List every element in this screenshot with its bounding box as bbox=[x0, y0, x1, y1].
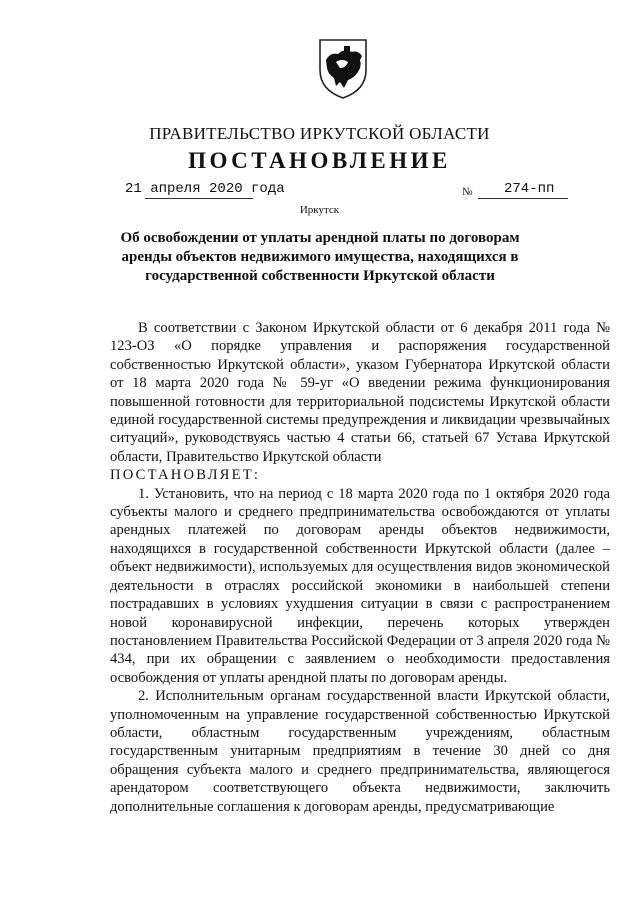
document-body bbox=[110, 319, 610, 816]
number-sign: № bbox=[462, 186, 473, 198]
document-number: 274-пп bbox=[504, 181, 555, 197]
date-underline bbox=[145, 198, 253, 199]
document-date: 21 апреля 2020 года bbox=[125, 181, 285, 197]
coat-of-arms-icon bbox=[318, 38, 368, 100]
item-2-paragraph: 2. Исполнительным органам государственной власти Иркутской области, уполномоченным на управление государственной собственностью Иркутской области, областным государственным учреждениям, областным государственным унитарным предприятиям в течение 30 дней со дня обращения субъекта малого и среднего предпринимательства, являющегося арендатором соответствующего объекта недвижимости, заключить дополнительные соглашения к договорам аренды, предусматривающие bbox=[110, 688, 610, 815]
government-name: ПРАВИТЕЛЬСТВО ИРКУТСКОЙ ОБЛАСТИ bbox=[149, 124, 490, 143]
document-type: ПОСТАНОВЛЕНИЕ bbox=[188, 148, 451, 173]
decree-word: ПОСТАНОВЛЯЕТ: bbox=[110, 467, 261, 484]
item-1-paragraph: 1. Установить, что на период с 18 марта 2020 года по 1 октября 2020 года субъекты малого и среднего предпринимательства освобождаются от уплаты арендных платежей по договорам аренды объектов недвижимости, находящихся в государственной собственности Иркутской области (далее – объект недвижимости), используемых для осуществления видов экономической деятельности в отраслях российской экономики в наибольшей степени пострадавших в условиях ухудшения ситуации в связи с распространением новой коронавирусной инфекции, перечень которых утвержден постановлением Правительства Российской Федерации от 3 апреля 2020 года № 434, при их обращении с заявлением о необходимости предоставления освобождения от уплаты арендной платы по договорам аренды. bbox=[110, 485, 610, 686]
city-name: Иркутск bbox=[299, 204, 340, 216]
preamble-paragraph: В соответствии с Законом Иркутской области от 6 декабря 2011 года № 123-ОЗ «О порядке управления и распоряжения государственной собственностью Иркутской области», указом Губернатора Иркутской области от 18 марта 2020 года № 59-уг «О введении режима функционирования повышенной готовности для территориальной подсистемы Иркутской области единой государственной системы предупреждения и ликвидации чрезвычайных ситуаций», руководствуясь частью 4 статьи 66, статьей 67 Устава Иркутской области, Правительство Иркутской области bbox=[110, 320, 610, 465]
number-underline bbox=[478, 198, 568, 199]
document-title: Об освобождении от уплаты арендной платы по договорам аренды объектов недвижимого имущества, находящихся в государственной собственности Иркутской области bbox=[120, 230, 520, 284]
